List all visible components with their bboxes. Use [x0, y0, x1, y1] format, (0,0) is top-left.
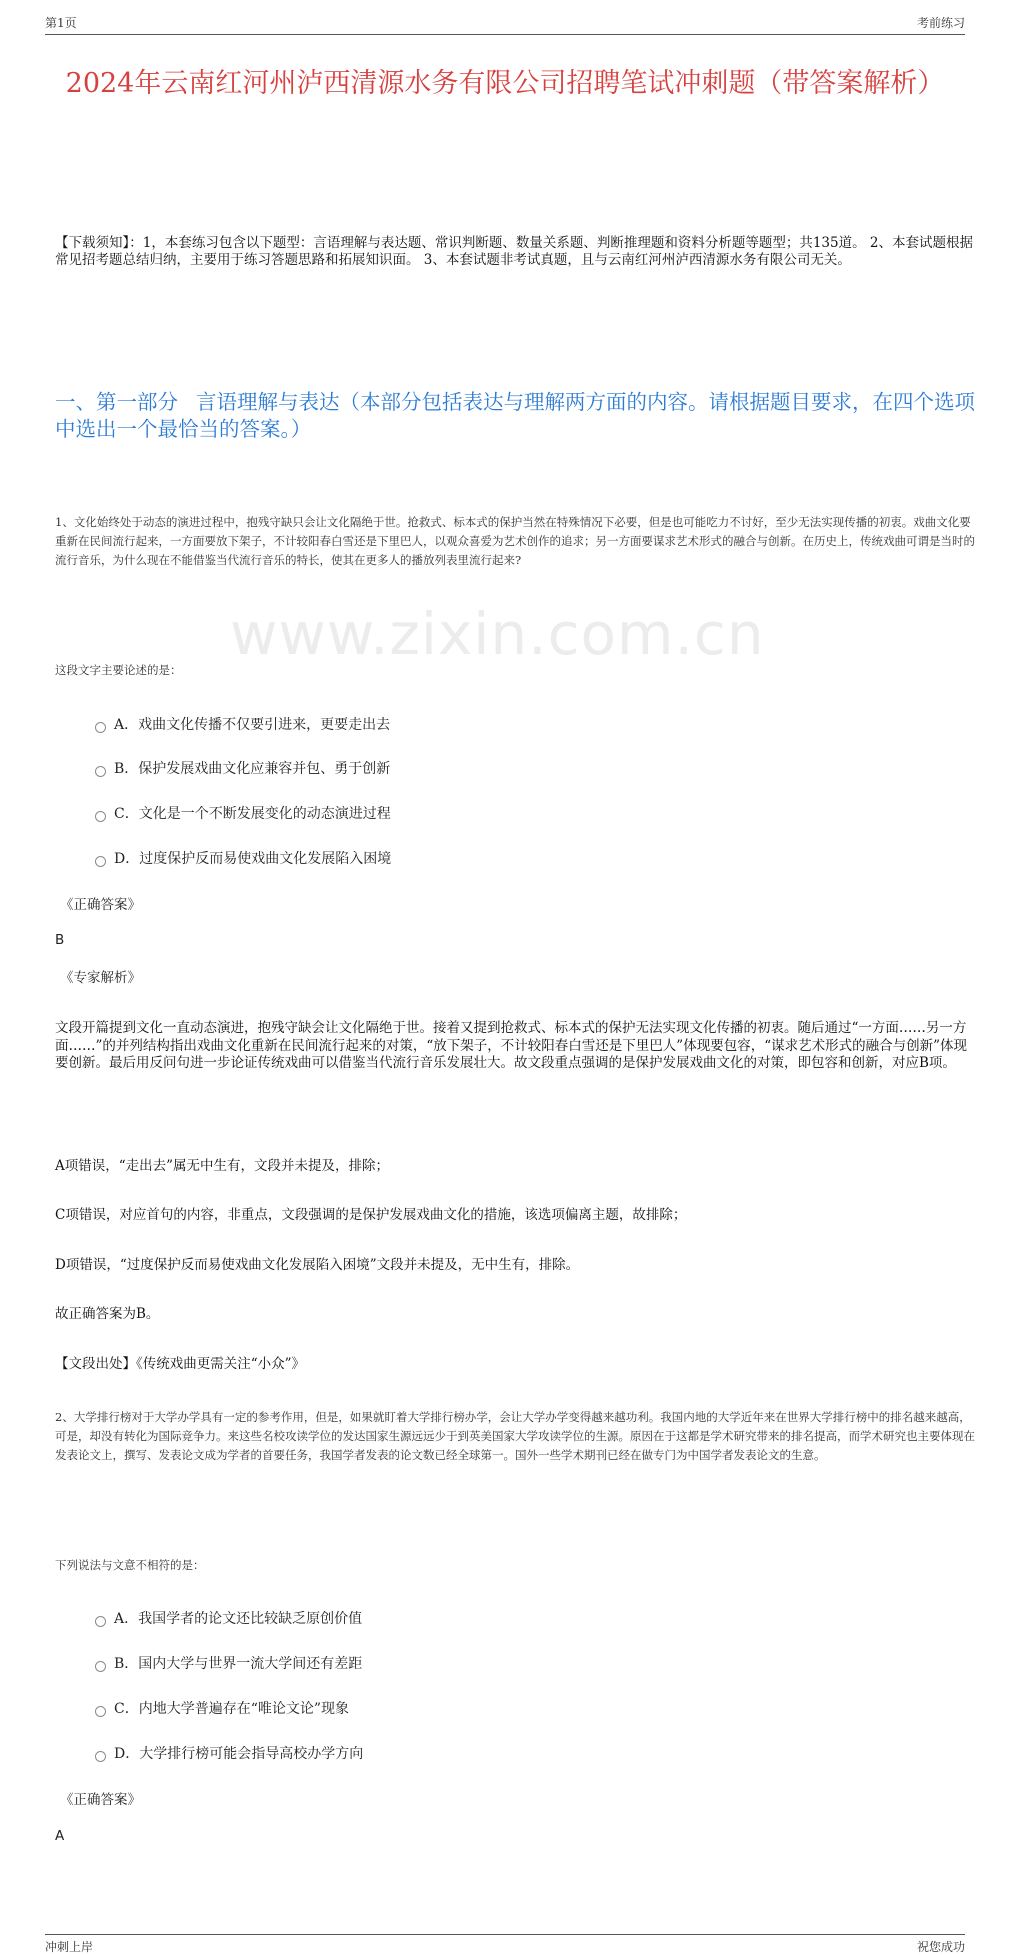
q1-option-d-label: D．过度保护反而易使戏曲文化发展陷入困境 — [114, 851, 392, 867]
q1-analysis-label: 《专家解析》 — [60, 970, 141, 986]
q1-answer-label: 《正确答案》 — [60, 897, 141, 913]
radio-icon[interactable] — [95, 766, 106, 777]
page-number: 第1页 — [45, 16, 77, 30]
q1-analysis-option-a: A项错误，“走出去”属无中生有，文段并未提及，排除； — [55, 1157, 390, 1174]
q1-analysis-conclusion: 故正确答案为B。 — [55, 1306, 160, 1322]
q1-option-b[interactable] — [95, 760, 1015, 778]
radio-icon[interactable] — [95, 1706, 106, 1717]
question-2-prompt: 下列说法与文意不相符的是： — [55, 1558, 205, 1572]
q2-option-c[interactable] — [95, 1700, 1015, 1718]
header-tag: 考前练习 — [916, 16, 965, 30]
q1-analysis-paragraph: 文段开篇提到文化一直动态演进，抱残守缺会让文化隔绝于世。接着又提到抢救式、标本式的保护无法实现文化传播的初衷。随后通过“一方面……另一方面……”的并列结构指出戏曲文化重新在民间流行起来的对策，“放下架子，不计较阳春白雪还是下里巴人”体现要包容，“谋求艺术形式的融合与创新”体现要创新。最后用反问句进一步论证传统戏曲可以借鉴当代流行音乐发展壮大。故文段重点强调的是保护发展戏曲文化的对策，即包容和创新，对应B项。 — [55, 1020, 968, 1071]
q1-option-a[interactable] — [95, 716, 1015, 734]
q1-option-d[interactable] — [95, 850, 1015, 868]
q2-option-d[interactable] — [95, 1745, 1015, 1763]
radio-icon[interactable] — [95, 1751, 106, 1762]
radio-icon[interactable] — [95, 1661, 106, 1672]
q2-option-a[interactable] — [95, 1610, 1015, 1628]
q1-option-c-label: C．文化是一个不断发展变化的动态演进过程 — [114, 806, 391, 822]
radio-icon[interactable] — [95, 856, 106, 867]
page-footer — [45, 1934, 965, 1955]
q2-answer-value: A — [55, 1828, 65, 1844]
q2-option-c-label: C．内地大学普遍存在“唯论文论”现象 — [114, 1701, 350, 1717]
radio-icon[interactable] — [95, 1616, 106, 1627]
q2-option-a-label: A．我国学者的论文还比较缺乏原创价值 — [114, 1611, 363, 1627]
q2-answer-label: 《正确答案》 — [60, 1792, 141, 1808]
q1-option-c[interactable] — [95, 805, 1015, 823]
q1-source: 【文段出处】《传统戏曲更需关注“小众”》 — [55, 1355, 306, 1372]
question-1-prompt: 这段文字主要论述的是： — [55, 663, 182, 677]
q1-analysis-option-c: C项错误，对应首句的内容，非重点，文段强调的是保护发展戏曲文化的措施，该选项偏离主题，故排除； — [55, 1207, 687, 1223]
footer-right: 祝您成功 — [916, 1940, 965, 1954]
download-notice: 【下载须知】：1，本套练习包含以下题型：言语理解与表达题、常识判断题、数量关系题、判断推理题和资料分析题等题型；共135道。 2、本套试题根据常见招考题总结归纳，主要用于练习答题思路和拓展知识面。 3、本套试题非考试真题，且与云南红河州泸西清源水务有限公司无关。 — [55, 235, 973, 268]
q2-option-d-label: D．大学排行榜可能会指导高校办学方向 — [114, 1746, 364, 1762]
page-header — [45, 14, 965, 35]
watermark: www.zixin.com.cn — [230, 600, 765, 668]
q1-option-a-label: A．戏曲文化传播不仅要引进来，更要走出去 — [114, 717, 391, 733]
q1-option-b-label: B．保护发展戏曲文化应兼容并包、勇于创新 — [114, 761, 391, 777]
q2-option-b-label: B．国内大学与世界一流大学间还有差距 — [114, 1656, 363, 1672]
radio-icon[interactable] — [95, 811, 106, 822]
question-2-text: 2、大学排行榜对于大学办学具有一定的参考作用，但是，如果就盯着大学排行榜办学，会让大学办学变得越来越功利。我国内地的大学近年来在世界大学排行榜中的排名越来越高，可是，却没有转化为国际竞争力。来这些名校攻读学位的发达国家生源远远少于到英美国家大学攻读学位的生源。原因在于这都是学术研究带来的排名提高，而学术研究也主要体现在发表论文上，撰写、发表论文成为学者的首要任务，我国学者发表的论文数已经全球第一。国外一些学术期刊已经在做专门为中国学者发表论文的生意。 — [55, 1410, 975, 1462]
radio-icon[interactable] — [95, 722, 106, 733]
question-1-text: 1、文化始终处于动态的演进过程中，抱残守缺只会让文化隔绝于世。抢救式、标本式的保护当然在特殊情况下必要，但是也可能吃力不讨好，至少无法实现传播的初衷。戏曲文化要重新在民间流行起来，一方面要放下架子，不计较阳春白雪还是下里巴人，以观众喜爱为艺术创作的追求；另一方面要谋求艺术形式的融合与创新。在历史上，传统戏曲可谓是当时的流行音乐，为什么现在不能借鉴当代流行音乐的特长，使其在更多人的播放列表里流行起来? — [55, 515, 975, 567]
footer-left: 冲刺上岸 — [45, 1940, 94, 1954]
section-title — [55, 389, 975, 443]
q2-option-b[interactable] — [95, 1655, 1015, 1673]
page-title: 2024年云南红河州泸西清源水务有限公司招聘笔试冲刺题（带答案解析） — [65, 68, 945, 99]
q1-analysis-option-d: D项错误，“过度保护反而易使戏曲文化发展陷入困境”文段并未提及，无中生有，排除。 — [55, 1256, 580, 1273]
section-heading: 言语理解与表达（本部分包括表达与理解两方面的内容。请根据题目要求，在四个选项中选出一个最恰当的答案。） — [55, 390, 975, 441]
section-prefix: 一、第一部分 — [55, 390, 178, 414]
q1-answer-value: B — [55, 932, 65, 948]
